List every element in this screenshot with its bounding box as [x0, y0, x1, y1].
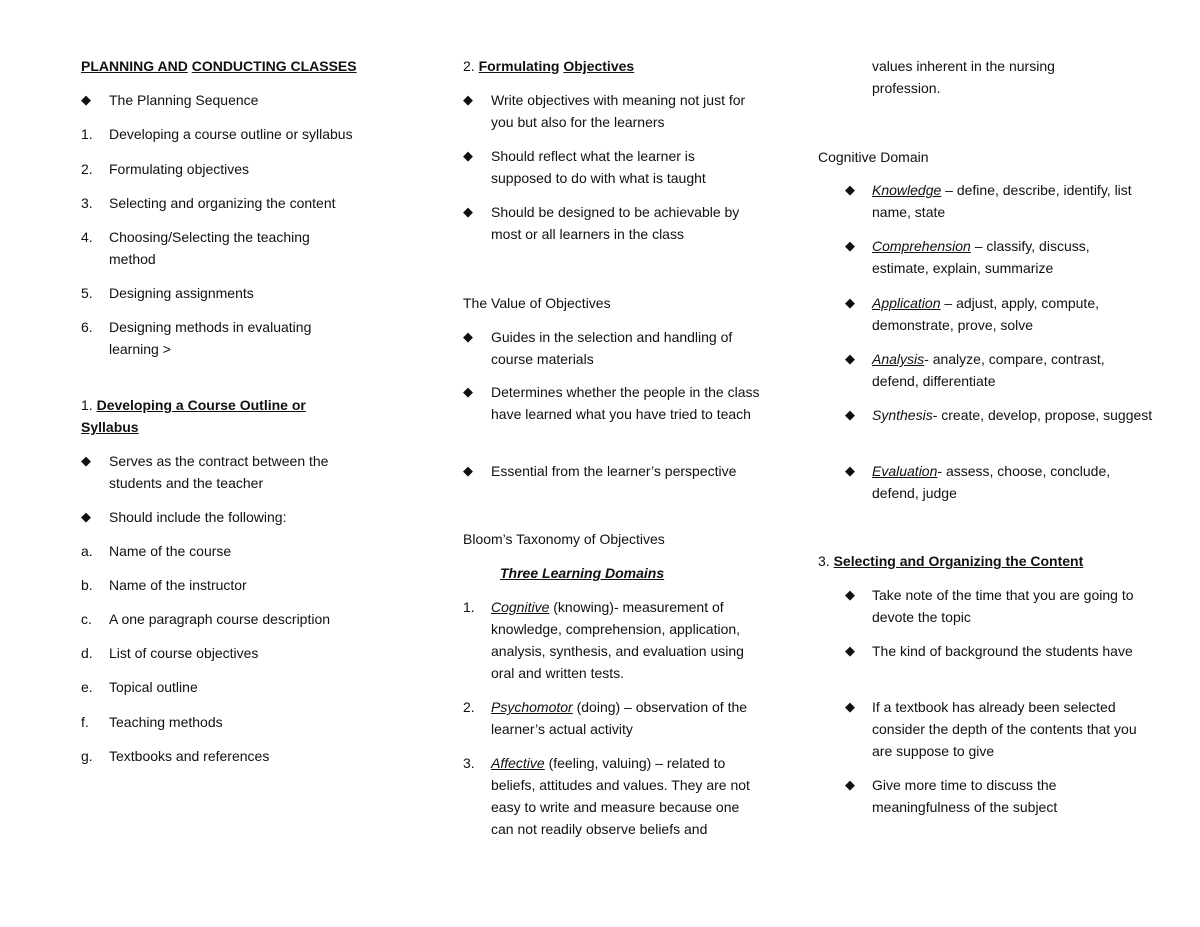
list-item: ◆ Comprehension – classify, discuss, estimate, explain, summarize: [818, 235, 1118, 279]
list-item: 3. Selecting and organizing the content: [81, 195, 336, 211]
list-item: 1. Developing a course outline or syllabus: [81, 126, 353, 142]
diamond-bullet-icon: ◆: [463, 92, 473, 107]
diamond-bullet-icon: ◆: [845, 777, 855, 792]
list-item: ◆ Determines whether the people in the class have learned what you have tried to teach: [463, 381, 763, 425]
diamond-bullet-icon: ◆: [845, 238, 855, 253]
list-item: ◆ The Planning Sequence: [81, 89, 401, 111]
list-item: 4. Choosing/Selecting the teaching method: [81, 229, 310, 267]
diamond-bullet-icon: ◆: [845, 643, 855, 658]
list-item: ◆ Knowledge – define, describe, identify, list name, state: [818, 179, 1148, 223]
diamond-bullet-icon: ◆: [463, 329, 473, 344]
list-item: ◆ Should be designed to be achievable by most or all learners in the class: [463, 201, 768, 245]
diamond-bullet-icon: ◆: [463, 204, 473, 219]
page-title: PLANNING AND CONDUCTING CLASSES: [81, 58, 357, 74]
list-item: c. A one paragraph course description: [81, 611, 331, 627]
list-item: ◆ If a textbook has already been selected consider the depth of the contents that you are suppose to give: [818, 696, 1158, 762]
diamond-bullet-icon: ◆: [845, 463, 855, 478]
list-item: ◆ Give more time to discuss the meaningfulness of the subject: [818, 774, 1118, 818]
diamond-bullet-icon: ◆: [81, 509, 91, 524]
list-item: f. Teaching methods: [81, 714, 223, 730]
diamond-bullet-icon: ◆: [845, 699, 855, 714]
diamond-bullet-icon: ◆: [81, 92, 91, 107]
list-item: d. List of course objectives: [81, 645, 259, 661]
section-heading: 3. Selecting and Organizing the Content: [818, 553, 1084, 569]
list-item: ◆ Serves as the contract between the students and the teacher: [81, 450, 356, 494]
list-item: a. Name of the course: [81, 543, 232, 559]
list-item: ◆ Application – adjust, apply, compute, demonstrate, prove, solve: [818, 292, 1153, 336]
list-item: e. Topical outline: [81, 679, 198, 695]
section-heading: 1. Developing a Course Outline or Syllabus: [81, 397, 306, 435]
diamond-bullet-icon: ◆: [81, 453, 91, 468]
list-item: 6. Designing methods in evaluating learning >: [81, 319, 312, 357]
diamond-bullet-icon: ◆: [845, 182, 855, 197]
list-item: ◆ Write objectives with meaning not just for you but also for the learners: [463, 89, 763, 133]
list-item: ◆ Analysis- analyze, compare, contrast, defend, differentiate: [818, 348, 1153, 392]
list-item: ◆ Guides in the selection and handling of course materials: [463, 326, 763, 370]
list-item: g. Textbooks and references: [81, 748, 270, 764]
subheading: The Value of Objectives: [463, 295, 611, 311]
diamond-bullet-icon: ◆: [845, 295, 855, 310]
list-item: 2. Formulating objectives: [81, 161, 250, 177]
section-heading: 2. Formulating Objectives: [463, 58, 635, 74]
diamond-bullet-icon: ◆: [845, 407, 855, 422]
diamond-bullet-icon: ◆: [845, 587, 855, 602]
continuation-text: values inherent in the nursing profession.: [872, 58, 1055, 96]
list-item: ◆ Take note of the time that you are going to devote the topic: [818, 584, 1158, 628]
list-item: 2. Psychomotor (doing) – observation of the learner’s actual activity: [463, 699, 748, 737]
diamond-bullet-icon: ◆: [463, 463, 473, 478]
subheading: Cognitive Domain: [818, 149, 929, 165]
list-item: ◆ Synthesis- create, develop, propose, suggest: [818, 404, 1153, 426]
diamond-bullet-icon: ◆: [463, 148, 473, 163]
list-item: ◆ Should reflect what the learner is supposed to do with what is taught: [463, 145, 733, 189]
list-item: 1. Cognitive (knowing)- measurement of knowledge, comprehension, application, analysis, synthesis, and evaluation using oral and written tests.: [463, 599, 744, 681]
list-item: ◆ Essential from the learner’s perspective: [463, 460, 773, 482]
subheading: Bloom’s Taxonomy of Objectives: [463, 531, 665, 547]
list-item: ◆ The kind of background the students have: [818, 640, 1138, 662]
diamond-bullet-icon: ◆: [463, 384, 473, 399]
list-item: ◆ Should include the following:: [81, 506, 401, 528]
list-item: 3. Affective (feeling, valuing) – related to beliefs, attitudes and values. They are not easy to write and measure because one can not readily observe beliefs and: [463, 755, 750, 837]
list-item: ◆ Evaluation- assess, choose, conclude, defend, judge: [818, 460, 1158, 504]
diamond-bullet-icon: ◆: [845, 351, 855, 366]
subheading: Three Learning Domains: [500, 565, 665, 581]
list-item: 5. Designing assignments: [81, 285, 254, 301]
list-item: b. Name of the instructor: [81, 577, 247, 593]
